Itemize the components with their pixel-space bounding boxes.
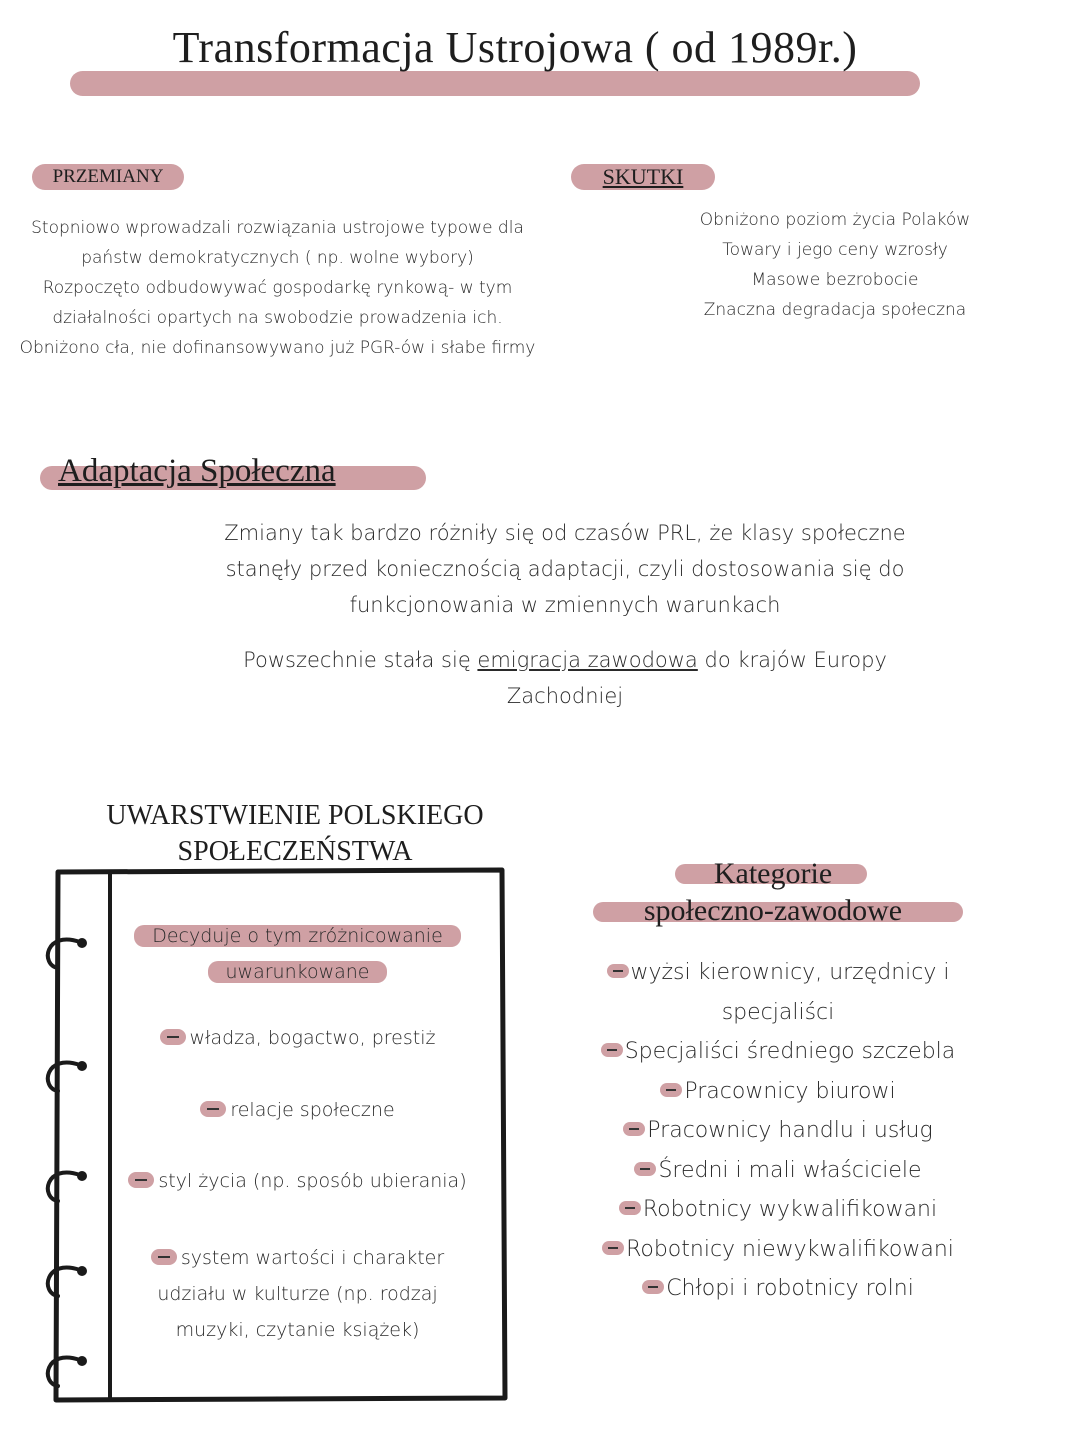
adaptacja-line: Zmiany tak bardzo różniły się od czasów PRL, że klasy społeczne [224,521,906,545]
adaptacja-text [170,515,960,623]
list-item-text: Pracownicy handlu i usług [647,1118,933,1143]
intro-line-text: Decyduje o tym zróżnicowanie [134,925,461,947]
przemiany-text [10,213,545,363]
przemiany-line: państw demokratycznych ( np. wolne wybory) [81,248,474,268]
item-text: system wartości i charakter [180,1247,445,1269]
dash-marker-icon [200,1101,226,1117]
dash-marker-icon [160,1029,186,1045]
title-highlight-bar [70,71,920,96]
item-line: udziału w kulturze (np. rodzaj [157,1283,438,1305]
intro-line [115,918,480,954]
uwarstwienie-intro [115,918,480,990]
emigracja-highlight: emigracja zawodowa [477,648,698,672]
dash-marker-icon [642,1280,664,1294]
intro-line [115,954,480,990]
uwarstwienie-item [115,1099,480,1121]
item-line [115,1240,480,1276]
list-item-text: Pracownicy biurowi [684,1078,896,1104]
list-item [583,1190,973,1230]
przemiany-line: Stopniowo wprowadzali rozwiązania ustrojowe typowe dla [31,218,524,238]
list-item [583,1151,973,1191]
skutki-line: Towary i jego ceny wzrosły [722,240,948,260]
uwarstwienie-title-line: SPOŁECZEŃSTWA [177,836,413,867]
dash-marker-icon [128,1172,154,1188]
emigracja-after: do krajów Europy [697,648,887,672]
dash-marker-icon [623,1122,645,1136]
dash-marker-icon [601,1043,623,1057]
kategorie-title-line: Kategorie [713,857,833,890]
emigracja-before: Powszechnie stała się [243,648,478,672]
item-text: władza, bogactwo, prestiż [189,1027,436,1049]
emigracja-text [170,642,960,714]
list-item-text: Robotnicy niewykwalifikowani [626,1236,954,1262]
skutki-text [660,205,1010,325]
emigracja-line-2: Zachodniej [506,684,624,708]
emigracja-line [170,642,960,678]
dash-marker-icon [619,1201,641,1215]
dash-marker-icon [151,1249,177,1265]
list-item-text: Średni i mali właściciele [658,1157,922,1183]
przemiany-line: Rozpoczęto odbudowywać gospodarkę rynkową- w tym [42,278,513,298]
przemiany-label: PRZEMIANY [32,164,184,190]
kategorie-title [583,855,963,929]
list-item-text: Specjaliści średniego szczebla [624,1039,956,1064]
uwarstwienie-title-line: UWARSTWIENIE POLSKIEGO [106,800,484,831]
skutki-label [571,164,715,190]
list-item [583,1230,973,1270]
skutki-line: Znaczna degradacja społeczna [703,300,967,320]
dash-marker-icon [607,964,629,978]
list-item [583,1111,973,1151]
list-item [583,1269,973,1309]
adaptacja-line: funkcjonowania w zmiennych warunkach [349,593,781,617]
list-item [583,1072,973,1112]
dash-marker-icon [634,1162,656,1176]
page-title: Transformacja Ustrojowa ( od 1989r.) [172,23,858,72]
list-item [583,953,973,993]
kategorie-list [583,953,973,1309]
uwarstwienie-item [110,1170,485,1192]
list-item: specjaliści [721,999,835,1025]
list-item-text: Chłopi i robotnicy rolni [666,1276,914,1301]
uwarstwienie-item [115,1240,480,1348]
list-item-text: wyżsi kierownicy, urzędnicy i [630,960,950,985]
kategorie-title-line: społeczno-zawodowe [643,894,903,927]
przemiany-line: Obniżono cła, nie dofinansowywano już PGR-ów i słabe firmy [19,338,536,358]
adaptacja-line: stanęły przed koniecznością adaptacji, czyli dostosowania się do [225,557,905,581]
item-text: relacje społeczne [230,1099,395,1121]
list-item-text: Robotnicy wykwalifikowani [642,1197,938,1222]
list-item [583,1032,973,1072]
uwarstwienie-item [115,1027,480,1049]
item-line: muzyki, czytanie książek) [175,1319,420,1341]
skutki-label-text: SKUTKI [602,164,684,189]
dash-marker-icon [602,1241,624,1255]
item-text: styl życia (np. sposób ubierania) [158,1170,467,1192]
adaptacja-title: Adaptacja Społeczna [58,453,336,489]
skutki-line: Obniżono poziom życia Polaków [699,210,971,230]
intro-line-text: uwarunkowane [208,961,388,983]
skutki-line: Masowe bezrobocie [751,270,919,290]
dash-marker-icon [660,1083,682,1097]
przemiany-line: działalności opartych na swobodzie prowadzenia ich. [52,308,503,328]
